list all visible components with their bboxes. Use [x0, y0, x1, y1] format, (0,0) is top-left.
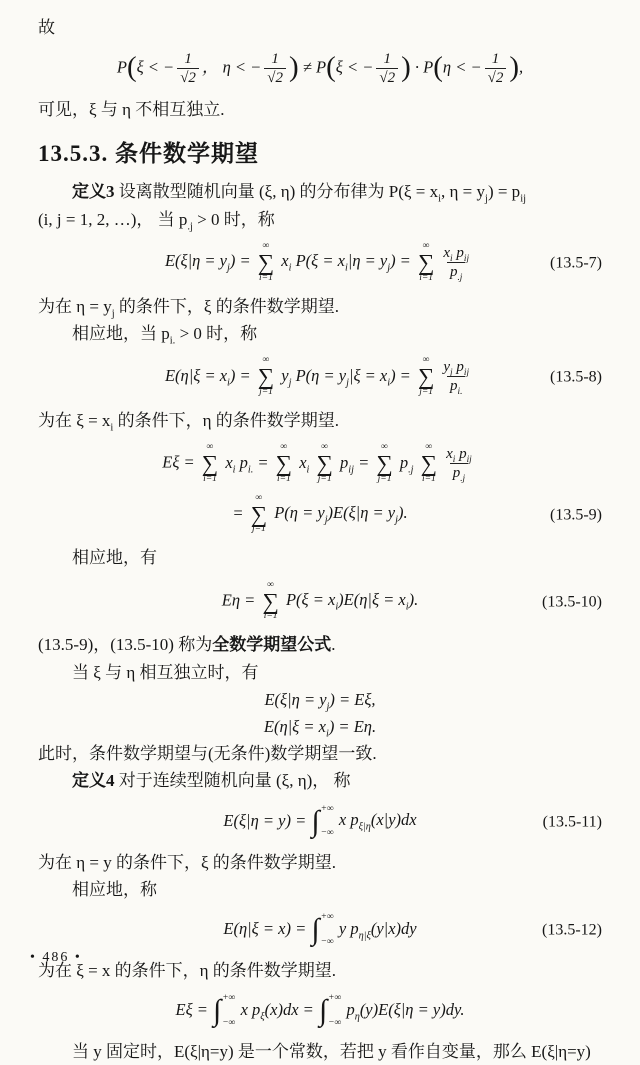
sigma-glyph: ∑	[417, 363, 435, 389]
sigma-glyph: ∑	[316, 450, 333, 476]
sum-lower-limit: i=1	[203, 473, 217, 484]
sum-upper-limit: ∞	[206, 441, 214, 452]
integral-symbol	[319, 993, 341, 1029]
integral-lower-limit: −∞	[320, 936, 334, 947]
sum-upper-limit: ∞	[422, 240, 430, 251]
sum-upper-limit: ∞	[422, 354, 430, 365]
section-heading: 13.5.3. 条件数学期望	[38, 141, 259, 167]
math-run: $P(\xi = x_i)E(\eta|\xi = x_i)$.	[281, 590, 419, 613]
math-run: $x_i$ $p_{i.}$ =	[221, 452, 273, 475]
formula-13-5-7	[38, 242, 602, 284]
math-run: $E(\eta|\xi = x_i)$ =	[164, 365, 255, 388]
fraction-numerator: $x_i$ $p_{ij}$	[446, 446, 472, 466]
right-paren: )	[289, 50, 299, 83]
definition-3-text: 设离散型随机向量 (ξ, η) 的分布律为 $P(\xi = x_i$, $\eta = y_j) = p_{ij}$	[114, 182, 527, 205]
math-run: E(η|ξ = x) =	[223, 918, 311, 938]
formula-continuous-expectation	[38, 993, 602, 1029]
sigma-glyph: ∑	[201, 450, 219, 476]
sigma-glyph: ∑	[275, 450, 293, 476]
summation-symbol	[251, 494, 267, 536]
formula-13-5-9-line1	[38, 443, 602, 485]
sum-lower-limit: j=1	[317, 473, 332, 484]
math-run: $p_{ij}$ =	[335, 452, 374, 475]
equation-tag: (13.5-11)	[542, 813, 602, 830]
integral-limits	[222, 993, 235, 1029]
summation-symbol	[276, 443, 292, 485]
fraction	[440, 358, 472, 398]
paragraph-before-12: 相应地，称	[72, 879, 157, 899]
integral-lower-limit: −∞	[320, 828, 334, 839]
fraction-numerator: 1	[383, 51, 391, 68]
math-run: y $p_{\eta|\xi}(y|x)dy$	[334, 918, 417, 942]
left-paren: (	[433, 50, 443, 83]
text-run: (13.5-9)，(13.5-10) 称为	[38, 635, 213, 655]
math-run: $p_{.j}$	[395, 452, 414, 475]
math-run: Eξ =	[175, 999, 213, 1019]
sum-upper-limit: ∞	[267, 579, 275, 590]
integral-symbol	[311, 912, 333, 948]
right-paren: )	[509, 50, 520, 83]
paragraph-coincide: 此时，条件数学期望与(无条件)数学期望一致.	[38, 744, 377, 764]
summation-symbol	[202, 443, 218, 485]
math-run: x $p_{\xi|\eta}(x|y)dx$	[334, 810, 417, 833]
fraction-denominator: $p_{.j}$	[450, 463, 468, 482]
equation-tag: (13.5-9)	[550, 505, 602, 523]
formula-13-5-11	[38, 804, 602, 840]
math-run: $P(\eta = y_j)E(\xi|\eta = y_j)$.	[270, 503, 408, 526]
fraction	[440, 244, 472, 284]
math-run: P	[423, 57, 434, 77]
fraction	[376, 50, 398, 87]
sum-upper-limit: ∞	[280, 441, 288, 452]
sum-lower-limit: j=1	[377, 473, 392, 484]
fraction-denominator: √2	[485, 68, 507, 87]
equation-tag: (13.5-7)	[550, 254, 602, 272]
sum-lower-limit: j=1	[251, 524, 266, 535]
paragraph-after-7: 为在 $\eta = y_j$ 的条件下，ξ 的条件数学期望.	[38, 296, 339, 319]
math-run: $p_\eta(y)E(\xi|\eta = y)dy$.	[342, 999, 465, 1023]
formula-13-5-12	[38, 912, 602, 948]
math-run: Eη =	[221, 590, 260, 610]
fraction-numerator: $y_j$ $p_{ij}$	[443, 359, 470, 379]
integral-limits	[328, 993, 341, 1029]
fraction-denominator: √2	[264, 68, 286, 87]
summation-symbol	[258, 242, 274, 284]
paragraph-total-expectation	[38, 631, 602, 658]
sigma-glyph: ∑	[250, 501, 268, 527]
sigma-glyph: ∑	[262, 588, 279, 614]
text-run: .	[331, 635, 336, 655]
paragraph-after-11: 为在 η = y 的条件下，ξ 的条件数学期望.	[38, 852, 337, 872]
not-equal-sign: ≠	[298, 57, 316, 77]
sum-upper-limit: ∞	[255, 492, 263, 503]
sigma-glyph: ∑	[257, 363, 275, 389]
sigma-glyph: ∑	[376, 450, 393, 476]
math-run: $E(\xi|\eta = y_j)$ =	[164, 251, 255, 274]
paragraph-independent-case: 当 ξ 与 η 相互独立时，有	[72, 662, 259, 682]
integral-limits	[321, 804, 334, 840]
formula-13-5-10	[38, 581, 602, 623]
paragraph-before-8: 相应地，当 $p_{i.} > 0$ 时，称	[72, 323, 258, 347]
integral-glyph: ∫	[318, 994, 328, 1028]
sum-lower-limit: i=1	[421, 473, 436, 484]
summation-symbol	[418, 356, 434, 398]
math-run: E(ξ|η = y) =	[223, 810, 311, 830]
total-expectation-term: 全数学期望公式	[212, 635, 332, 655]
definition-4-label: 定义4	[72, 771, 115, 791]
summation-symbol	[421, 443, 437, 485]
paragraph-before-10: 相应地，有	[72, 548, 157, 568]
integral-upper-limit: +∞	[320, 911, 334, 922]
math-run: =	[232, 503, 248, 523]
integral-upper-limit: +∞	[222, 993, 236, 1004]
integral-limits	[321, 912, 334, 948]
integral-upper-limit: +∞	[320, 803, 334, 814]
definition-4-text: 对于连续型随机向量 (ξ, η)， 称	[114, 771, 351, 791]
math-run: $y_j$ $P(\eta = y_j|\xi = x_i)$ =	[277, 365, 415, 388]
paragraph-conclusion: 可见，ξ 与 η 不相互独立.	[38, 100, 225, 120]
sigma-glyph: ∑	[420, 450, 438, 476]
formula-13-5-9-line2	[38, 494, 602, 536]
left-paren: (	[326, 50, 336, 83]
fraction-numerator: 1	[271, 51, 279, 68]
paragraph-definition-3-line2: (i, j = 1, 2, …)， 当 $p_{.j} > 0$ 时，称	[38, 209, 275, 232]
left-paren: (	[126, 50, 137, 83]
summation-symbol	[376, 443, 392, 485]
math-run: x $p_\xi(x)dx$ =	[236, 999, 318, 1023]
page-number: • 486 •	[30, 950, 82, 965]
independence-equation-1: $E(\xi|\eta = y_j) = E\xi$,	[264, 689, 376, 713]
sum-upper-limit: ∞	[321, 441, 329, 452]
fraction-denominator: √2	[376, 68, 398, 87]
right-paren: )	[401, 50, 411, 83]
sum-upper-limit: ∞	[381, 441, 388, 452]
integral-symbol	[311, 804, 333, 840]
sum-lower-limit: i=1	[276, 473, 291, 484]
paragraph-after-12: 为在 ξ = x 的条件下，η 的条件数学期望.	[38, 960, 337, 980]
fraction-numerator: 1	[491, 51, 500, 68]
math-run: η < −	[442, 57, 482, 77]
summation-symbol	[262, 581, 278, 623]
middot: ·	[410, 57, 424, 77]
math-run: ， η < −	[201, 57, 262, 77]
definition-3-label: 定义3	[72, 182, 115, 202]
integral-glyph: ∫	[311, 804, 320, 838]
sum-upper-limit: ∞	[262, 354, 270, 365]
fraction	[177, 50, 199, 87]
formula-13-5-8	[38, 356, 602, 398]
fraction-denominator: $p_{.j}$	[447, 262, 465, 281]
fraction-numerator: 1	[184, 51, 192, 68]
equation-tag: (13.5-8)	[550, 368, 602, 386]
sum-upper-limit: ∞	[425, 441, 433, 452]
math-run: P	[316, 57, 327, 77]
integral-glyph: ∫	[213, 994, 222, 1028]
integral-lower-limit: −∞	[222, 1017, 236, 1028]
math-run: ξ < −	[136, 57, 175, 77]
paragraph-after-8: 为在 $\xi = x_i$ 的条件下，η 的条件数学期望.	[38, 410, 339, 434]
sigma-glyph: ∑	[257, 249, 275, 275]
summation-symbol	[316, 443, 332, 485]
equation-tag: (13.5-10)	[542, 592, 602, 610]
paragraph-last: 当 y 固定时，E(ξ|η=y) 是一个常数，若把 y 看作自变量，那么 E(ξ|η=y)	[72, 1042, 591, 1062]
fraction-denominator: $p_{i.}$	[447, 376, 465, 395]
formula-independence-check	[38, 50, 602, 87]
sum-upper-limit: ∞	[262, 240, 270, 251]
summation-symbol	[258, 356, 274, 398]
integral-upper-limit: +∞	[328, 993, 342, 1004]
math-run: ,	[519, 57, 524, 77]
sum-lower-limit: i=1	[419, 272, 434, 283]
fraction	[485, 50, 507, 87]
integral-symbol	[213, 993, 235, 1029]
integral-lower-limit: −∞	[328, 1017, 342, 1028]
sum-lower-limit: j=1	[419, 386, 434, 397]
sum-lower-limit: i=1	[259, 272, 273, 283]
integral-glyph: ∫	[311, 912, 320, 946]
math-run: P	[116, 57, 127, 77]
fraction	[443, 445, 475, 485]
summation-symbol	[418, 242, 434, 284]
paragraph-definition-3	[38, 178, 602, 205]
math-run: $x_i$	[295, 452, 310, 475]
math-run: Eξ =	[162, 452, 199, 472]
fraction-numerator: $x_i$ $p_{ij}$	[443, 245, 470, 265]
math-run: ξ < −	[335, 57, 374, 77]
fraction	[264, 50, 286, 87]
fraction-denominator: √2	[177, 68, 199, 87]
paragraph-definition-4	[38, 767, 602, 794]
math-run: $x_i$ $P(\xi = x_i|\eta = y_j)$ =	[277, 251, 415, 274]
sum-lower-limit: j=1	[259, 386, 273, 397]
sum-lower-limit: i=1	[263, 611, 278, 622]
paragraph-gu: 故	[38, 18, 55, 37]
independence-equation-2: $E(\eta|\xi = x_i) = E\eta$.	[263, 717, 377, 740]
equation-tag: (13.5-12)	[542, 921, 602, 939]
sigma-glyph: ∑	[417, 249, 435, 275]
